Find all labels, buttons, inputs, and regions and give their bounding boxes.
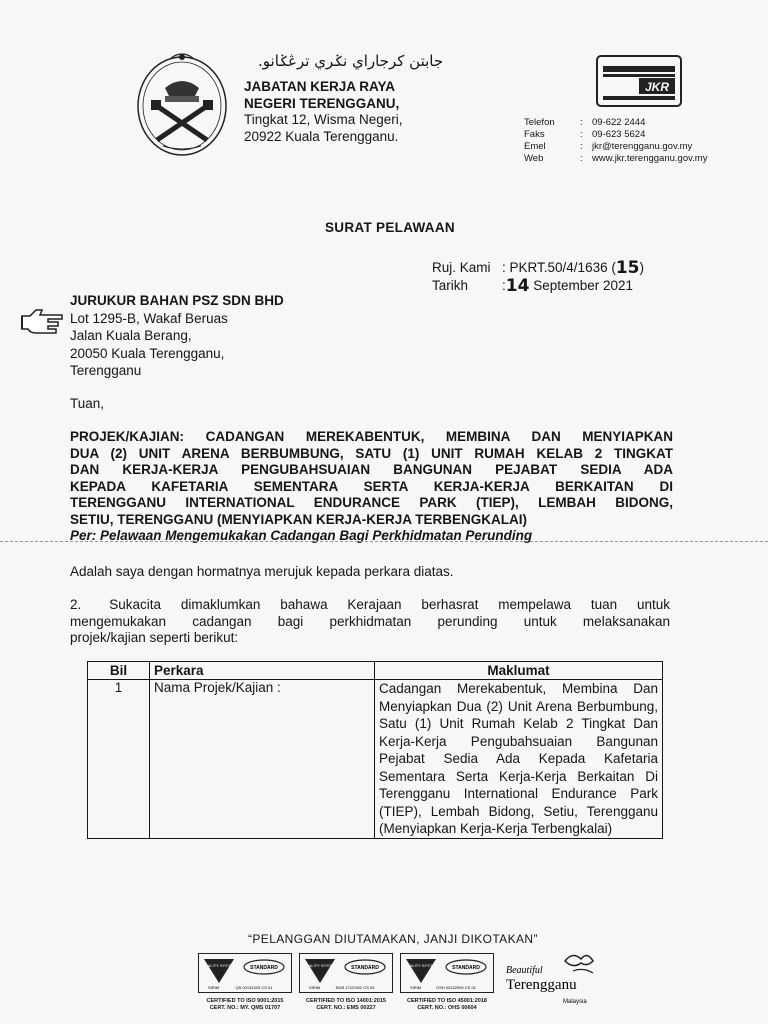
cert-line: CERT. NO.: EMS 00227 (316, 1004, 376, 1011)
table-header-row (88, 662, 663, 680)
state-crest-logo (135, 50, 229, 158)
column-header-bil: Bil (88, 662, 150, 680)
jkr-logo (595, 54, 683, 108)
handwritten-date: 14 (505, 276, 530, 296)
contact-row: Telefon : 09-622 2444 (524, 117, 646, 128)
beautiful-terengganu-logo (503, 951, 603, 1007)
subject-line: TERENGGANU INTERNATIONAL ENDURANCE PARK (TIEP), LEMBAH BIDONG, (70, 495, 673, 510)
subject-line: SETIU, TERENGGANU (MENYIAPKAN KERJA-KERJA TERBENGKALAI) (70, 511, 528, 527)
department-name-line: JABATAN KERJA RAYA (244, 79, 396, 94)
table-row (88, 680, 663, 839)
subject-line: KEPADA KAFETARIA SEMENTARA SERTA KERJA-KERJA BERKAITAN DI (70, 478, 673, 494)
reference-block (432, 259, 644, 295)
cert-code: OSH 00132090 CS 01 (436, 985, 476, 990)
certification-badge (299, 953, 393, 1011)
standard-text: STANDARD (452, 965, 480, 971)
subject-heading (70, 429, 673, 528)
address-line: 20922 Kuala Terengganu. (244, 129, 399, 144)
column-header-maklumat: Maklumat (375, 662, 663, 680)
cert-line: CERTIFIED TO ISO 14001:2015 (306, 998, 386, 1004)
subject-per-line: Per: Pelawaan Mengemukakan Cadangan Bagi Perkhidmatan Perunding (70, 528, 533, 543)
footer-motto: “PELANGGAN DIUTAMAKAN, JANJI DIKOTAKAN” (248, 932, 538, 946)
cert-line: CERT. NO.: OHS 00604 (417, 1004, 477, 1011)
letter-title: SURAT PELAWAAN (325, 220, 455, 235)
badge-text: QUALITY SYSTEM (201, 963, 237, 968)
contact-row: Web : www.jkr.terengganu.gov.my (524, 153, 708, 164)
certification-badge (400, 953, 494, 1011)
reference-date: Tarikh : 14 September 2021 (432, 276, 634, 296)
reference-number: Ruj. Kami : PKRT.50/4/1636 ( 15 ) (432, 258, 645, 278)
org-text: SIRIM (309, 985, 321, 990)
recipient-name: JURUKUR BAHAN PSZ SDN BHD (70, 293, 284, 308)
scan-divider (0, 541, 768, 542)
email-link[interactable]: jkr@terengganu.gov.my (592, 141, 693, 152)
handwritten-ref: 15 (615, 258, 640, 278)
jkr-logo-text: JKR (644, 80, 670, 94)
project-info-table (87, 661, 663, 839)
subject-line: DAN KERJA-KERJA PENGUBAHSUAIAN BANGUNAN PEJABAT SEDIA ADA (70, 462, 673, 477)
table-cell-maklumat: Cadangan Merekabentuk, Membina Dan Menyiapkan Dua (2) Unit Arena Berbumbung, Satu (1) Unit Rumah Kelab 2 Tingkat Dan Kerja-Kerja Pengubahsuaian Bangunan Pejabat Sedia Ada Kepada Kafetaria Sementara Serta Kerja-Kerja Berkaitan Di Terengganu International Endurance Park (TIEP), Lembah Bidong, Setiu, Terengganu (Menyiapkan Kerja-Kerja Terbengkalai) (375, 680, 663, 839)
org-text: SIRIM (410, 985, 422, 990)
subject-line: PROJEK/KAJIAN: CADANGAN MEREKABENTUK, MEMBINA DAN MENYIAPKAN (70, 429, 673, 444)
department-name (244, 78, 399, 112)
org-text: SIRIM (208, 985, 220, 990)
recipient-line: Terengganu (70, 363, 142, 378)
badge-text: QUALITY SYSTEM (403, 963, 439, 968)
cert-line: CERT. NO.: MY. QMS 01707 (209, 1004, 281, 1011)
department-address (244, 111, 403, 145)
logo-word-malaysia: Malaysia (563, 999, 587, 1005)
contact-row: Faks : 09-623 5624 (524, 129, 646, 140)
table-cell-bil: 1 (88, 680, 150, 839)
cert-line: CERTIFIED TO ISO 9001:2015 (206, 998, 284, 1004)
cert-line: CERTIFIED TO ISO 45001:2018 (407, 998, 487, 1004)
logo-word-terengganu: Terengganu (506, 977, 577, 993)
department-name-line: NEGERI TERENGGANU, (244, 96, 400, 111)
recipient-line: Jalan Kuala Berang, (70, 328, 192, 343)
cert-code: EMS 17/22302 CS 03 (335, 985, 375, 990)
pointing-hand-icon (20, 306, 66, 336)
paragraph-1: Adalah saya dengan hormatnya merujuk kepada perkara diatas. (70, 564, 454, 579)
paragraph-2-line: projek/kajian seperti berikut: (70, 630, 239, 645)
recipient-address (70, 292, 284, 380)
subject-line: DUA (2) UNIT ARENA BERBUMBUNG, SATU (1) UNIT RUMAH KELAB 2 TINGKAT (70, 445, 673, 461)
paragraph-2-line: mengemukakan cadangan bagi perkhidmatan perunding untuk melaksanakan (70, 613, 670, 629)
recipient-line: Lot 1295-B, Wakaf Beruas (70, 310, 228, 326)
sirim-quality-icon (299, 953, 393, 993)
sirim-quality-icon (400, 953, 494, 993)
address-line: Tingkat 12, Wisma Negeri, (244, 112, 403, 127)
recipient-line: 20050 Kuala Terengganu, (70, 345, 225, 361)
table-cell-perkara: Nama Projek/Kajian : (150, 680, 375, 839)
badge-text: QUALITY SYSTEM (302, 963, 338, 968)
standard-text: STANDARD (250, 965, 278, 971)
column-header-perkara: Perkara (150, 662, 375, 680)
cert-code: QS 00131305 CS 01 (235, 985, 273, 990)
web-link[interactable]: www.jkr.terengganu.gov.my (592, 153, 708, 164)
contact-row: Emel : jkr@terengganu.gov.my (524, 141, 693, 152)
contact-details (524, 117, 707, 165)
salutation: Tuan, (70, 396, 105, 411)
paragraph-2 (70, 597, 670, 647)
department-name-jawi: جابتن كرجاراي نݢري ترڠݢانو. (258, 52, 444, 70)
paragraph-2-line: 2. Sukacita dimaklumkan bahawa Kerajaan berhasrat mempelawa tuan untuk (70, 597, 670, 612)
certification-badge (198, 953, 292, 1011)
sirim-quality-icon (198, 953, 292, 993)
standard-text: STANDARD (351, 965, 379, 971)
logo-word-beautiful: Beautiful (506, 965, 543, 976)
